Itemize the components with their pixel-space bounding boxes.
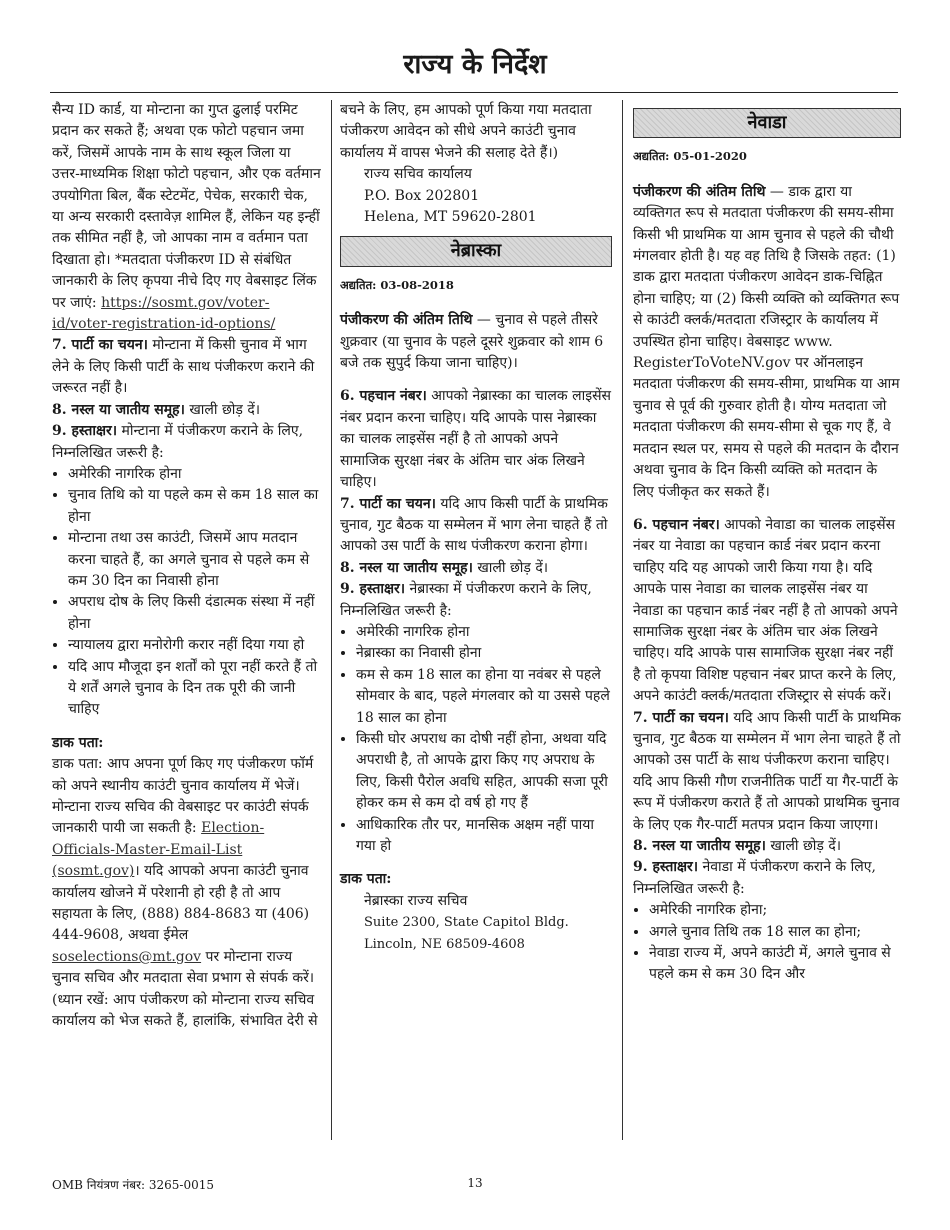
list-item: • नेब्रास्का का निवासी होना [356,643,612,664]
nebraska-address-line: Lincoln, NE 68509-4608 [364,937,525,953]
nebraska-updated-date: अद्यतित: 03-08-2018 [340,277,454,292]
montana-address-line: Helena, MT 59620-2801 [364,209,537,226]
state-heading-nebraska: नेब्रास्का [340,236,612,266]
list-item: • अगले चुनाव तिथि तक 18 साल का होना; [649,922,901,943]
nebraska-deadline: पंजीकरण की अंतिम तिथि — चुनाव से पहले तीसरे शुक्रवार (या चुनाव के पहले दूसरे शुक्रवार को शाम 6 बजे तक सुपुर्द किया जाना चाहिए)। [340,312,604,372]
title-divider [50,92,898,93]
nevada-deadline: पंजीकरण की अंतिम तिथि — डाक द्वारा या व्यक्तिगत रूप से मतदाता पंजीकरण की समय-सीमा किसी भी प्राथमिक या आम चुनाव से पहले की चौथी मंगलवार होती है। यह वह तिथि है जिसके तहत: (1) डाक द्वारा मतदाता पंजीकरण आवेदन डाक-चिह्नित होना चाहिए; या (2) किसी व्यक्ति को व्यक्तिगत रूप से काउंटी क्लर्क/मतदाता रजिस्ट्रार के कार्यालय में उपस्थित होना चाहिए। वेबसाइट www. RegisterToVoteNV.gov पर ऑनलाइन मतदाता पंजीकरण की समय-सीमा, प्राथमिक या आम चुनाव से पूर्व की गुरुवार होती है। योग्य मतदाता जो मतदाता पंजीकरण की समय-सीमा से चूक गए हैं, वे मतदान स्थल पर, समय से पहले की मतदान के दौरान अथवा चुनाव के दिन किसी व्यक्ति को मतदान के लिए पंजीकृत कर सकते हैं। [633,183,900,500]
montana-item-8: 8. नस्ल या जातीय समूह। खाली छोड़ दें। [52,401,261,418]
soselections-email-link[interactable]: soselections@mt.gov [52,948,202,965]
montana-address-line: राज्य सचिव कार्यालय [364,166,472,183]
nebraska-item-7: 7. पार्टी का चयन। यदि आप किसी पार्टी के प्राथमिक चुनाव, गुट बैठक या सम्मेलन में भाग लेना चाहते हैं तो आपको उस पार्टी के साथ पंजीकरण कराना होगा। [340,495,608,555]
montana-requirements-list [52,464,322,721]
nebraska-item-8: 8. नस्ल या जातीय समूह। खाली छोड़ दें। [340,559,549,576]
nebraska-address-line: Suite 2300, State Capitol Bldg. [364,915,569,931]
state-heading-nevada: नेवाडा [633,108,901,138]
list-item: • यदि आप मौजूदा इन शर्तों को पूरा नहीं करते हैं तो ये शर्तें अगले चुनाव के दिन तक पूरी की जानी चाहिए [68,657,322,721]
list-item: • मोन्टाना तथा उस काउंटी, जिसमें आप मतदान करना चाहते हैं, का अगले चुनाव से पहले कम से कम 30 दिन का निवासी होना [68,528,322,592]
montana-address-line: P.O. Box 202801 [364,187,480,204]
nebraska-item-6: 6. पहचान नंबर। आपको नेब्रास्का का चालक लाइसेंस नंबर प्रदान करना चाहिए। यदि आपके पास नेब्रास्का का चालक लाइसेंस नहीं है तो आपको अपने सामाजिक सुरक्षा नंबर के अंतिम चार अंक लिखने चाहिए। [340,388,612,491]
nevada-item-9: 9. हस्ताक्षर। नेवाडा में पंजीकरण कराने के लिए, निम्नलिखित जरूरी है: [633,859,876,897]
montana-mail-heading: डाक पता: [52,734,104,751]
list-item: • कम से कम 18 साल का होना या नवंबर से पहले सोमवार के बाद, पहले मंगलवार को या उससे पहले 18 साल का होना [356,665,612,729]
montana-continued-text: बचने के लिए, हम आपको पूर्ण किया गया मतदाता पंजीकरण आवेदन को सीधे अपने काउंटी चुनाव कार्यालय में वापस भेजने की सलाह देते हैं।) [340,102,592,161]
page-number: 13 [467,1176,483,1190]
nevada-item-8: 8. नस्ल या जातीय समूह। खाली छोड़ दें। [633,838,842,854]
column-divider [331,100,332,1140]
list-item: • अमेरिकी नागरिक होना [68,464,322,485]
election-officials-link[interactable]: Election-Officials-Master-Email-List (sosmt.gov) [52,820,265,880]
voter-id-options-link[interactable]: https://sosmt.gov/voter-id/voter-registration-id-options/ [52,294,276,333]
list-item: • अमेरिकी नागरिक होना; [649,900,901,921]
omb-control-number: OMB नियंत्रण नंबर: 3265-0015 [52,1178,215,1192]
montana-item-7: 7. पार्टी का चयन। मोन्टाना में किसी चुनाव में भाग लेने के लिए किसी पार्टी के साथ पंजीकरण कराने की जरूरत नहीं है। [52,337,315,397]
nebraska-item-9: 9. हस्ताक्षर। नेब्रास्का में पंजीकरण कराने के लिए, निम्नलिखित जरूरी है: [340,581,592,619]
list-item: • किसी घोर अपराध का दोषी नहीं होना, अथवा यदि अपराधी है, तो आपके द्वारा किए गए अपराध के लिए, किसी पैरोल अवधि सहित, आपकी सजा पूरी होकर कम से कम दो वर्ष हो गए हैं [356,729,612,815]
column-nebraska [340,100,612,956]
column-divider [622,100,623,1140]
column-nevada [633,100,901,986]
montana-mail-paragraph: डाक पता: आप अपना पूर्ण किए गए पंजीकरण फॉर्म को अपने स्थानीय काउंटी चुनाव कार्यालय में भेजें। मोन्टाना राज्य सचिव की वेबसाइट पर काउंटी संपर्क जानकारी पायी जा सकती है: Election-Officials-Master-Email-List (sosmt.gov)। यदि आपको अपना काउंटी चुनाव कार्यालय खोजने में परेशानी हो रही है तो आप सहायता के लिए, (888) 884-8683 या (406) 444-9608, अथवा ईमेल soselections@mt.gov पर मोन्टाना राज्य चुनाव सचिव और मतदाता सेवा प्रभाग से संपर्क करें। (ध्यान रखें: आप पंजीकरण को मोन्टाना राज्य सचिव कार्यालय को भेज सकते हैं, हालांकि, संभावित देरी से [52,756,318,1030]
column-montana-continued [52,100,322,1032]
nevada-requirements-list [633,900,901,986]
list-item: • अमेरिकी नागरिक होना [356,622,612,643]
nebraska-mail-heading: डाक पता: [340,871,392,888]
page-title: राज्य के निर्देश [403,49,547,80]
nebraska-requirements-list [340,622,612,857]
nevada-item-7: 7. पार्टी का चयन। यदि आप किसी पार्टी के प्राथमिक चुनाव, गुट बैठक या सम्मेलन में भाग लेना चाहते हैं तो आपको उस पार्टी के साथ पंजीकरण कराना चाहिए। यदि आप किसी गौण राजनीतिक पार्टी या गैर-पार्टी के रूप में पंजीकरण कराते हैं तो आपको प्राथमिक चुनाव के लिए एक गैर-पार्टी मतपत्र प्रदान किया जाएगा। [633,709,901,833]
list-item: • चुनाव तिथि को या पहले कम से कम 18 साल का होना [68,485,322,528]
list-item: • अपराध दोष के लिए किसी दंडात्मक संस्था में नहीं होना [68,592,322,635]
nevada-item-6: 6. पहचान नंबर। आपको नेवाडा का चालक लाइसेंस नंबर या नेवाडा का पहचान कार्ड नंबर प्रदान करना चाहिए यदि यह आपको जारी किया गया है। यदि आपके पास नेवाडा का चालक लाइसेंस नंबर या नेवाडा का पहचान कार्ड नंबर नहीं है तो आपको अपने सामाजिक सुरक्षा नंबर के अंतिम चार अंक लिखने चाहिए। यदि आपके पास सामाजिक सुरक्षा नंबर नहीं है तो कृपया विशिष्ट पहचान नंबर प्राप्त करने के लिए, अपने काउंटी क्लर्क/मतदाता रजिस्ट्रार से संपर्क करें। [633,516,898,705]
nevada-updated-date: अद्यतित: 05-01-2020 [633,149,747,164]
montana-item-9: 9. हस्ताक्षर। मोन्टाना में पंजीकरण कराने के लिए, निम्नलिखित जरूरी है: [52,423,304,461]
list-item: • न्यायालय द्वारा मनोरोगी करार नहीं दिया गया हो [68,635,322,656]
montana-intro-paragraph: सैन्य ID कार्ड, या मोन्टाना का गुप्त ढुलाई परमिट प्रदान कर सकते हैं; अथवा एक फोटो पहचान जमा करें, जिसमें आपके नाम के साथ स्कूल जिला या उत्तर-माध्यमिक शिक्षा फोटो पहचान, और एक वर्तमान उपयोगिता बिल, बैंक स्टेटमेंट, पेचेक, सरकारी चेक, या अन्य सरकारी दस्तावेज़ शामिल हैं, लेकिन यह इन्हीं तक सीमित नहीं है, जो आपका नाम व वर्तमान पता दिखाता हो। *मतदाता पंजीकरण ID से संबंधित जानकारी के लिए कृपया नीचे दिए गए वेबसाइट लिंक पर जाएं: https://sosmt.gov/voter-id/voter-registration-id-options/ [52,102,321,333]
list-item: • नेवाडा राज्य में, अपने काउंटी में, अगले चुनाव से पहले कम से कम 30 दिन और [649,943,901,986]
list-item: • आधिकारिक तौर पर, मानसिक अक्षम नहीं पाया गया हो [356,815,612,858]
nebraska-address-line: नेब्रास्का राज्य सचिव [364,892,468,909]
